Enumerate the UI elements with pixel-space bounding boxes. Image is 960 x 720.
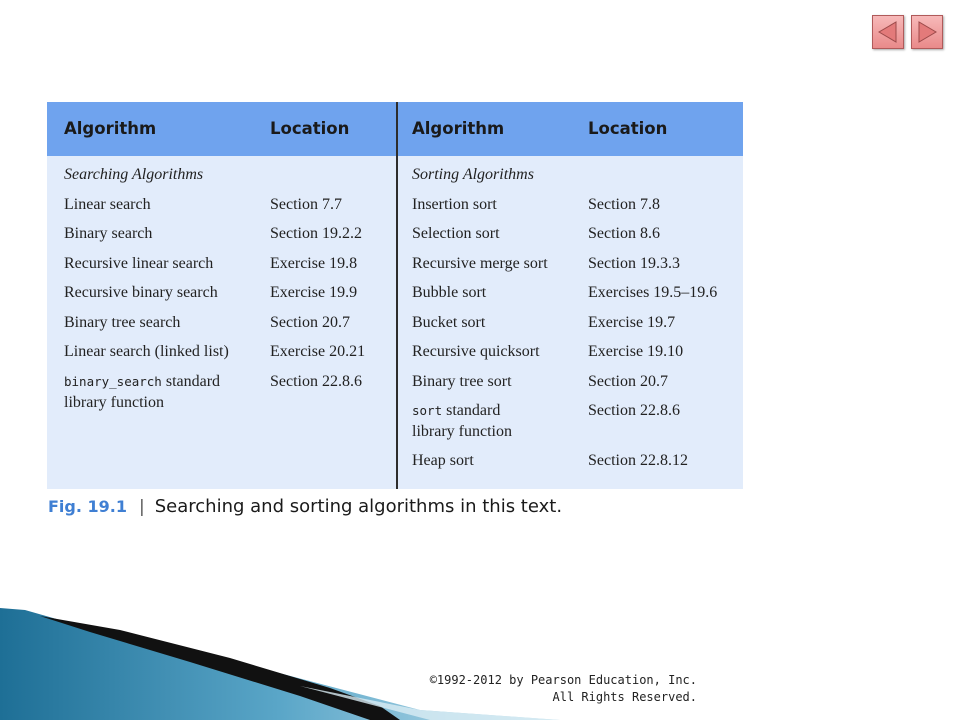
figure-number: Fig. 19.1 xyxy=(48,497,127,516)
table-row-algorithm: Binary tree sort xyxy=(412,373,512,390)
figure-caption xyxy=(48,496,562,517)
table-row-location: Section 20.7 xyxy=(270,314,350,331)
algorithm-label-rest: standard xyxy=(442,402,501,419)
table-row-location: Section 22.8.12 xyxy=(588,452,688,469)
triangle-right-icon xyxy=(915,20,939,44)
copyright-line2: All Rights Reserved. xyxy=(552,690,697,704)
algorithms-table xyxy=(47,102,743,489)
table-row-algorithm: Heap sort xyxy=(412,452,474,469)
copyright-notice xyxy=(430,672,697,706)
table-row-algorithm: Recursive binary search xyxy=(64,284,218,301)
table-row-algorithm xyxy=(64,371,220,392)
previous-slide-button[interactable] xyxy=(872,15,904,49)
next-slide-button[interactable] xyxy=(911,15,943,49)
table-row-algorithm: Insertion sort xyxy=(412,196,497,213)
table-row-location: Section 22.8.6 xyxy=(588,402,680,419)
algorithm-label-line2: library function xyxy=(64,394,164,411)
table-row-location: Section 8.6 xyxy=(588,225,660,242)
table-row-algorithm: Bubble sort xyxy=(412,284,487,301)
header-location-left: Location xyxy=(270,119,350,138)
table-row-algorithm xyxy=(412,400,500,421)
table-row-algorithm: Binary search xyxy=(64,225,153,242)
table-row-location: Exercise 19.8 xyxy=(270,255,358,272)
table-row-location: Section 22.8.6 xyxy=(270,373,362,390)
table-row-algorithm: Recursive linear search xyxy=(64,255,214,272)
header-algorithm-left: Algorithm xyxy=(64,119,157,138)
column-divider xyxy=(396,102,398,489)
table-row-location: Exercise 19.9 xyxy=(270,284,358,301)
table-row-location: Exercise 20.21 xyxy=(270,343,366,360)
caption-separator: | xyxy=(139,497,145,517)
table-row-location: Exercises 19.5–19.6 xyxy=(588,284,718,301)
table-row-location: Section 7.8 xyxy=(588,196,660,213)
category-searching: Searching Algorithms xyxy=(64,166,204,183)
table-row-location: Section 7.7 xyxy=(270,196,342,213)
algorithm-label-line2: library function xyxy=(412,423,512,440)
table-row-algorithm: Selection sort xyxy=(412,225,500,242)
table-row-algorithm: Binary tree search xyxy=(64,314,181,331)
caption-text: Searching and sorting algorithms in this text. xyxy=(154,496,563,517)
table-row-algorithm: Bucket sort xyxy=(412,314,486,331)
table-row-algorithm: Recursive quicksort xyxy=(412,343,540,360)
header-algorithm-right: Algorithm xyxy=(412,119,505,138)
table-row-location: Section 19.3.3 xyxy=(588,255,680,272)
copyright-line1: ©1992-2012 by Pearson Education, Inc. xyxy=(429,673,697,687)
table-row-location: Section 19.2.2 xyxy=(270,225,362,242)
table-row-location: Exercise 19.10 xyxy=(588,343,684,360)
table-row-location: Exercise 19.7 xyxy=(588,314,676,331)
triangle-left-icon xyxy=(876,20,900,44)
algorithm-label-rest: standard xyxy=(161,373,221,390)
category-sorting: Sorting Algorithms xyxy=(412,166,534,183)
table-row-location: Section 20.7 xyxy=(588,373,668,390)
code-binary-search: binary_search xyxy=(64,374,162,389)
table-row-algorithm: Linear search xyxy=(64,196,151,213)
table-row-algorithm: Linear search (linked list) xyxy=(64,343,229,360)
table-row-algorithm: Recursive merge sort xyxy=(412,255,548,272)
header-location-right: Location xyxy=(588,119,668,138)
code-sort: sort xyxy=(412,403,443,418)
